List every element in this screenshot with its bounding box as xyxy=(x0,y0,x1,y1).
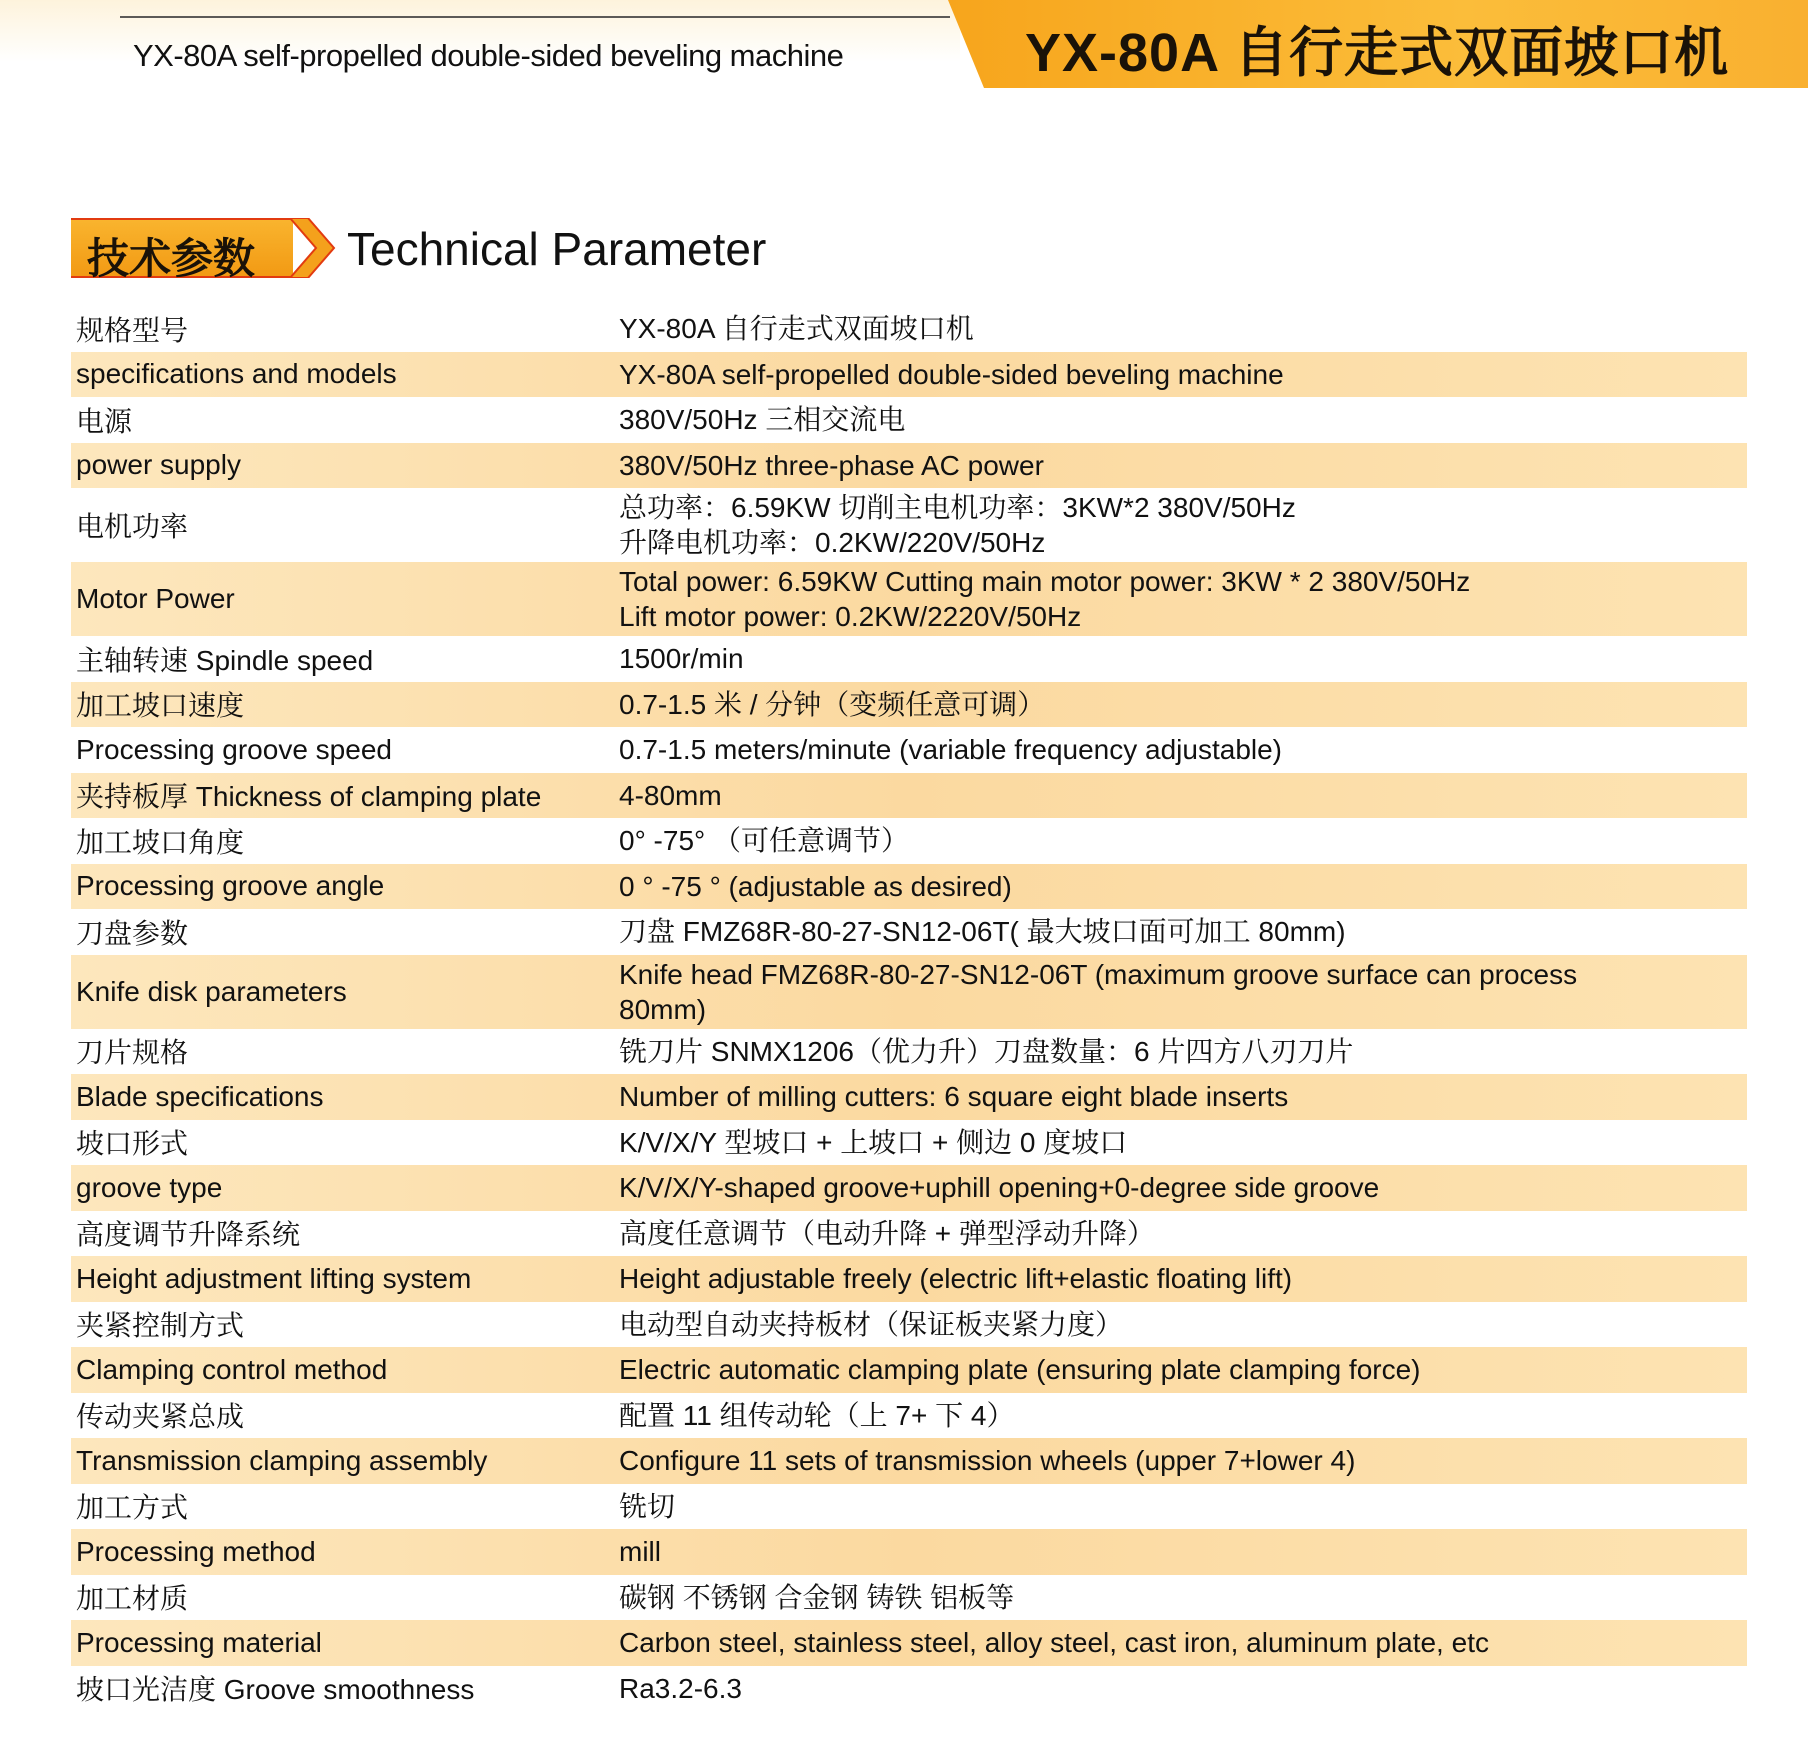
param-value-line: Electric automatic clamping plate (ensuring plate clamping force) xyxy=(619,1354,1421,1386)
param-value xyxy=(619,1671,1747,1706)
param-label: 主轴转速 Spindle speed xyxy=(76,644,374,676)
table-row xyxy=(71,955,1747,1029)
param-value-line: Total power: 6.59KW Cutting main motor power: 3KW * 2 380V/50Hz xyxy=(619,566,1471,597)
param-value-line: 0.7-1.5 meters/minute (variable frequency adjustable) xyxy=(619,734,1283,766)
param-value xyxy=(619,357,1747,392)
param-label: 刀盘参数 xyxy=(76,917,189,949)
param-value xyxy=(619,1534,1747,1569)
param-label: 刀片规格 xyxy=(76,1037,189,1069)
param-value xyxy=(619,778,1747,813)
parameter-table xyxy=(71,306,1747,1711)
param-value xyxy=(619,1398,1747,1433)
param-value xyxy=(619,448,1747,483)
param-value-line: 铣切 xyxy=(619,1490,676,1522)
param-value-line: K/V/X/Y-shaped groove+uphill opening+0-degree side groove xyxy=(619,1172,1380,1204)
header-subtitle: YX-80A self-propelled double-sided beveling machine xyxy=(133,38,844,73)
table-row xyxy=(71,636,1747,682)
table-row xyxy=(71,1165,1747,1211)
param-label: Processing groove angle xyxy=(76,870,385,902)
section-badge-label: 技术参数 xyxy=(87,235,256,282)
table-row xyxy=(71,397,1747,443)
param-value-line: Carbon steel, stainless steel, alloy steel, cast iron, aluminum plate, etc xyxy=(619,1627,1489,1659)
param-value xyxy=(619,1307,1747,1342)
param-value-line: YX-80A self-propelled double-sided beveling machine xyxy=(619,358,1284,390)
param-value xyxy=(619,1443,1747,1478)
table-row xyxy=(71,1211,1747,1257)
param-label: Transmission clamping assembly xyxy=(76,1444,488,1476)
param-label: 加工方式 xyxy=(76,1492,189,1524)
param-value xyxy=(619,564,1747,634)
param-value-line: 刀盘 FMZ68R-80-27-SN12-06T( 最大坡口面可加工 80mm) xyxy=(619,916,1346,948)
table-row xyxy=(71,488,1747,562)
param-value-line: 0° -75° （可任意调节） xyxy=(619,825,909,857)
param-value xyxy=(619,490,1747,560)
param-value xyxy=(619,1580,1747,1615)
table-row xyxy=(71,818,1747,864)
table-row xyxy=(71,1393,1747,1439)
param-value-line: 80mm) xyxy=(619,993,707,1025)
param-label: Knife disk parameters xyxy=(76,975,347,1007)
param-label: Clamping control method xyxy=(76,1353,388,1385)
header-divider xyxy=(120,16,950,18)
table-row xyxy=(71,1484,1747,1530)
header-title: YX-80A 自行走式双面坡口机 xyxy=(1025,23,1730,83)
param-label: 电机功率 xyxy=(76,511,189,542)
table-row xyxy=(71,562,1747,636)
param-value-line: 4-80mm xyxy=(619,779,722,811)
param-label: specifications and models xyxy=(76,358,397,390)
param-value xyxy=(619,732,1747,767)
param-label: Processing method xyxy=(76,1535,316,1567)
param-label: 坡口形式 xyxy=(76,1128,189,1160)
param-label: Motor Power xyxy=(76,583,235,614)
param-value xyxy=(619,1352,1747,1387)
table-row xyxy=(71,1256,1747,1302)
table-row xyxy=(71,1029,1747,1075)
param-label: 加工坡口速度 xyxy=(76,690,245,722)
param-value xyxy=(619,687,1747,722)
table-row xyxy=(71,1120,1747,1166)
param-value xyxy=(619,1261,1747,1296)
param-value xyxy=(619,869,1747,904)
param-value-line: YX-80A 自行走式双面坡口机 xyxy=(619,313,974,345)
param-value-line: Lift motor power: 0.2KW/2220V/50Hz xyxy=(619,601,1082,632)
param-value-line: 1500r/min xyxy=(619,643,744,675)
param-value xyxy=(619,823,1747,858)
param-label: Blade specifications xyxy=(76,1080,324,1112)
table-row xyxy=(71,1575,1747,1621)
param-value-line: 碳钢 不锈钢 合金钢 铸铁 铝板等 xyxy=(619,1581,1015,1613)
param-value-line: 配置 11 组传动轮（上 7+ 下 4） xyxy=(619,1399,1015,1431)
param-value xyxy=(619,1216,1747,1251)
table-row xyxy=(71,306,1747,352)
param-value-line: Configure 11 sets of transmission wheels (upper 7+lower 4) xyxy=(619,1445,1356,1477)
table-row xyxy=(71,1347,1747,1393)
param-label: Processing material xyxy=(76,1626,322,1658)
table-row xyxy=(71,1666,1747,1712)
param-value xyxy=(619,914,1747,949)
param-value-line: 0 ° -75 ° (adjustable as desired) xyxy=(619,870,1012,902)
param-value xyxy=(619,641,1747,676)
section-title: Technical Parameter xyxy=(347,223,767,275)
param-value xyxy=(619,1125,1747,1160)
param-label: 加工材质 xyxy=(76,1583,189,1615)
param-value-line: 升降电机功率：0.2KW/220V/50Hz xyxy=(619,527,1046,558)
param-label: Processing groove speed xyxy=(76,733,392,765)
param-value-line: 380V/50Hz 三相交流电 xyxy=(619,404,906,436)
param-label: groove type xyxy=(76,1171,223,1203)
param-value xyxy=(619,311,1747,346)
param-value xyxy=(619,957,1747,1027)
param-value-line: 总功率：6.59KW 切削主电机功率：3KW*2 380V/50Hz xyxy=(619,492,1296,523)
param-label: 夹持板厚 Thickness of clamping plate xyxy=(76,781,542,813)
table-row xyxy=(71,1302,1747,1348)
param-value-line: Number of milling cutters: 6 square eight blade inserts xyxy=(619,1081,1289,1113)
param-label: 夹紧控制方式 xyxy=(76,1310,245,1342)
param-value-line: 高度任意调节（电动升降 + 弹型浮动升降） xyxy=(619,1217,1155,1249)
table-row xyxy=(71,682,1747,728)
param-value xyxy=(619,402,1747,437)
param-value-line: 铣刀片 SNMX1206（优力升）刀盘数量：6 片四方八刃刀片 xyxy=(619,1035,1354,1067)
section-badge xyxy=(71,218,293,282)
param-value-line: Ra3.2-6.3 xyxy=(619,1672,742,1704)
param-label: Height adjustment lifting system xyxy=(76,1262,472,1294)
chevron-right-icon xyxy=(290,218,338,278)
param-value xyxy=(619,1034,1747,1069)
param-label: 传动夹紧总成 xyxy=(76,1401,245,1433)
param-value-line: 380V/50Hz three-phase AC power xyxy=(619,449,1044,481)
table-row xyxy=(71,443,1747,489)
param-value xyxy=(619,1625,1747,1660)
param-label: 规格型号 xyxy=(76,314,189,346)
table-row xyxy=(71,727,1747,773)
table-row xyxy=(71,1529,1747,1575)
param-value-line: 电动型自动夹持板材（保证板夹紧力度） xyxy=(619,1308,1124,1340)
param-value xyxy=(619,1489,1747,1524)
param-value-line: Knife head FMZ68R-80-27-SN12-06T (maximum groove surface can process xyxy=(619,958,1578,990)
table-row xyxy=(71,909,1747,955)
param-label: 电源 xyxy=(76,405,133,437)
param-label: power supply xyxy=(76,449,241,481)
param-label: 坡口光洁度 Groove smoothness xyxy=(76,1674,475,1706)
table-row xyxy=(71,352,1747,398)
param-value-line: Height adjustable freely (electric lift+elastic floating lift) xyxy=(619,1263,1293,1295)
param-value xyxy=(619,1170,1747,1205)
param-value-line: K/V/X/Y 型坡口 + 上坡口 + 侧边 0 度坡口 xyxy=(619,1126,1128,1158)
param-value xyxy=(619,1079,1747,1114)
param-label: 高度调节升降系统 xyxy=(76,1219,301,1251)
table-row xyxy=(71,1074,1747,1120)
table-row xyxy=(71,1620,1747,1666)
param-value-line: 0.7-1.5 米 / 分钟（变频任意可调） xyxy=(619,688,1046,720)
param-value-line: mill xyxy=(619,1536,661,1568)
table-row xyxy=(71,773,1747,819)
param-label: 加工坡口角度 xyxy=(76,826,245,858)
table-row xyxy=(71,1438,1747,1484)
table-row xyxy=(71,864,1747,910)
